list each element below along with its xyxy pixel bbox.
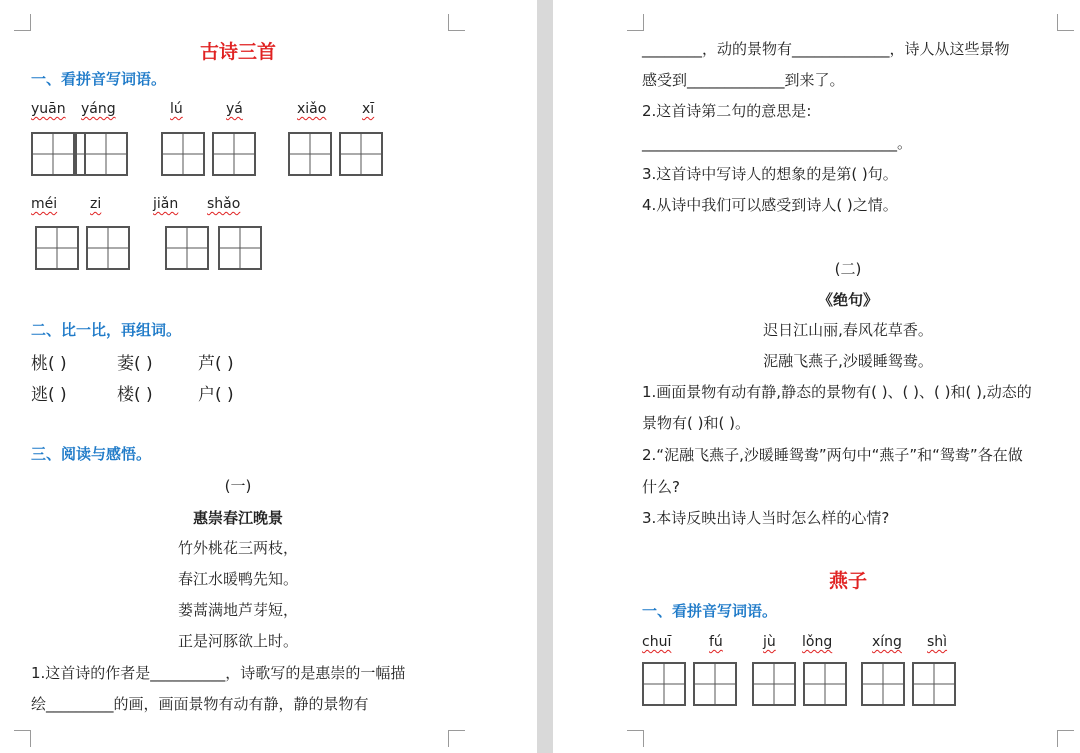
crop-mark xyxy=(448,14,465,31)
tian-box[interactable] xyxy=(861,662,905,706)
writing-grid[interactable] xyxy=(861,662,956,706)
question-text: 绘_________的画，画面景物有动有静，静的景物有 xyxy=(31,695,369,713)
pinyin-label: lǒng xyxy=(802,634,833,650)
tian-box[interactable] xyxy=(752,662,796,706)
poem-line: 蒌蒿满地芦芽短， xyxy=(177,601,298,619)
poem-line: 正是河豚欲上时。 xyxy=(177,632,298,650)
writing-grid[interactable] xyxy=(642,662,737,706)
section-heading-pinyin: 一、看拼音写词语。 xyxy=(642,602,778,620)
tian-box[interactable] xyxy=(288,132,332,176)
crop-mark xyxy=(14,730,31,747)
answer-line: __________________________________。 xyxy=(642,134,913,152)
section-heading-reading: 三、阅读与感悟。 xyxy=(31,445,152,463)
crop-mark xyxy=(627,14,644,31)
question-text: 1.画面景物有动有静,静态的景物有( )、( )、( )和( ),动态的 xyxy=(642,383,1032,401)
compare-item: 芦( ) xyxy=(198,354,234,374)
compare-item: 萎( ) xyxy=(117,354,153,374)
section-heading-pinyin: 一、看拼音写词语。 xyxy=(31,70,167,88)
pinyin-label: yáng xyxy=(81,101,116,117)
question-text: 什么? xyxy=(642,478,680,496)
pinyin-label: yá xyxy=(226,101,243,117)
section-heading-compare: 二、比一比，再组词。 xyxy=(31,321,182,339)
compare-item: 桃( ) xyxy=(31,354,67,374)
pinyin-label: chuī xyxy=(642,634,672,650)
crop-mark xyxy=(448,730,465,747)
tian-box[interactable] xyxy=(212,132,256,176)
question-text: 4.从诗中我们可以感受到诗人( )之情。 xyxy=(642,196,898,214)
tian-box[interactable] xyxy=(642,662,686,706)
pinyin-label: zi xyxy=(90,196,102,212)
tian-box[interactable] xyxy=(339,132,383,176)
question-text: 景物有( )和( )。 xyxy=(642,414,750,432)
pinyin-label: shǎo xyxy=(207,196,241,212)
tian-box[interactable] xyxy=(84,132,128,176)
poem-number: (一) xyxy=(224,477,252,495)
writing-grid[interactable] xyxy=(165,226,262,270)
poem-line: 春江水暖鸭先知。 xyxy=(177,570,298,588)
tian-box[interactable] xyxy=(218,226,262,270)
tian-box[interactable] xyxy=(161,132,205,176)
poem-line: 泥融飞燕子,沙暖睡鸳鸯。 xyxy=(763,352,933,370)
pinyin-label: jiǎn xyxy=(153,196,179,212)
pinyin-label: shì xyxy=(927,634,948,650)
crop-mark xyxy=(1057,730,1074,747)
pinyin-label: lú xyxy=(170,101,183,117)
crop-mark xyxy=(627,730,644,747)
tian-box[interactable] xyxy=(693,662,737,706)
poem-line: 竹外桃花三两枝， xyxy=(177,539,298,557)
lesson-title: 燕子 xyxy=(828,570,867,592)
question-text: 1.这首诗的作者是__________，诗歌写的是惠崇的一幅描 xyxy=(31,664,406,682)
compare-item: 逃( ) xyxy=(31,385,67,405)
question-text: 3.本诗反映出诗人当时怎么样的心情? xyxy=(642,509,890,527)
writing-grid[interactable] xyxy=(752,662,847,706)
tian-box[interactable] xyxy=(165,226,209,270)
pinyin-label: méi xyxy=(31,196,58,212)
writing-grid[interactable] xyxy=(288,132,383,176)
poem-title: 惠崇春江晚景 xyxy=(192,509,283,527)
compare-item: 户( ) xyxy=(198,385,234,405)
question-text: 2.这首诗第二句的意思是: xyxy=(642,102,812,120)
right-page xyxy=(553,0,1080,753)
page-title: 古诗三首 xyxy=(200,41,277,63)
tian-box[interactable] xyxy=(31,132,75,176)
left-page xyxy=(0,0,537,753)
pinyin-label: xíng xyxy=(872,634,902,650)
poem-line: 迟日江山丽,春风花草香。 xyxy=(763,321,933,339)
writing-grid[interactable] xyxy=(161,132,256,176)
writing-grid[interactable] xyxy=(84,132,128,176)
question-text: 2.“泥融飞燕子,沙暖睡鸳鸯”两句中“燕子”和“鸳鸯”各在做 xyxy=(642,446,1023,464)
pinyin-label: xiǎo xyxy=(297,101,327,117)
pinyin-label: xī xyxy=(362,101,375,117)
crop-mark xyxy=(14,14,31,31)
question-text: ________，动的景物有_____________，诗人从这些景物 xyxy=(642,40,1010,58)
tian-box[interactable] xyxy=(86,226,130,270)
poem-title: 《绝句》 xyxy=(817,291,878,309)
poem-number: (二) xyxy=(834,260,862,278)
question-text: 感受到_____________到来了。 xyxy=(642,71,845,89)
writing-grid[interactable] xyxy=(35,226,130,270)
page-gutter xyxy=(537,0,553,753)
crop-mark xyxy=(1057,14,1074,31)
pinyin-label: jù xyxy=(763,634,776,650)
pinyin-label: fú xyxy=(709,634,723,650)
compare-item: 楼( ) xyxy=(117,385,153,405)
pinyin-label: yuān xyxy=(31,101,66,117)
tian-box[interactable] xyxy=(912,662,956,706)
question-text: 3.这首诗中写诗人的想象的是第( )句。 xyxy=(642,165,898,183)
tian-box[interactable] xyxy=(803,662,847,706)
tian-box[interactable] xyxy=(35,226,79,270)
